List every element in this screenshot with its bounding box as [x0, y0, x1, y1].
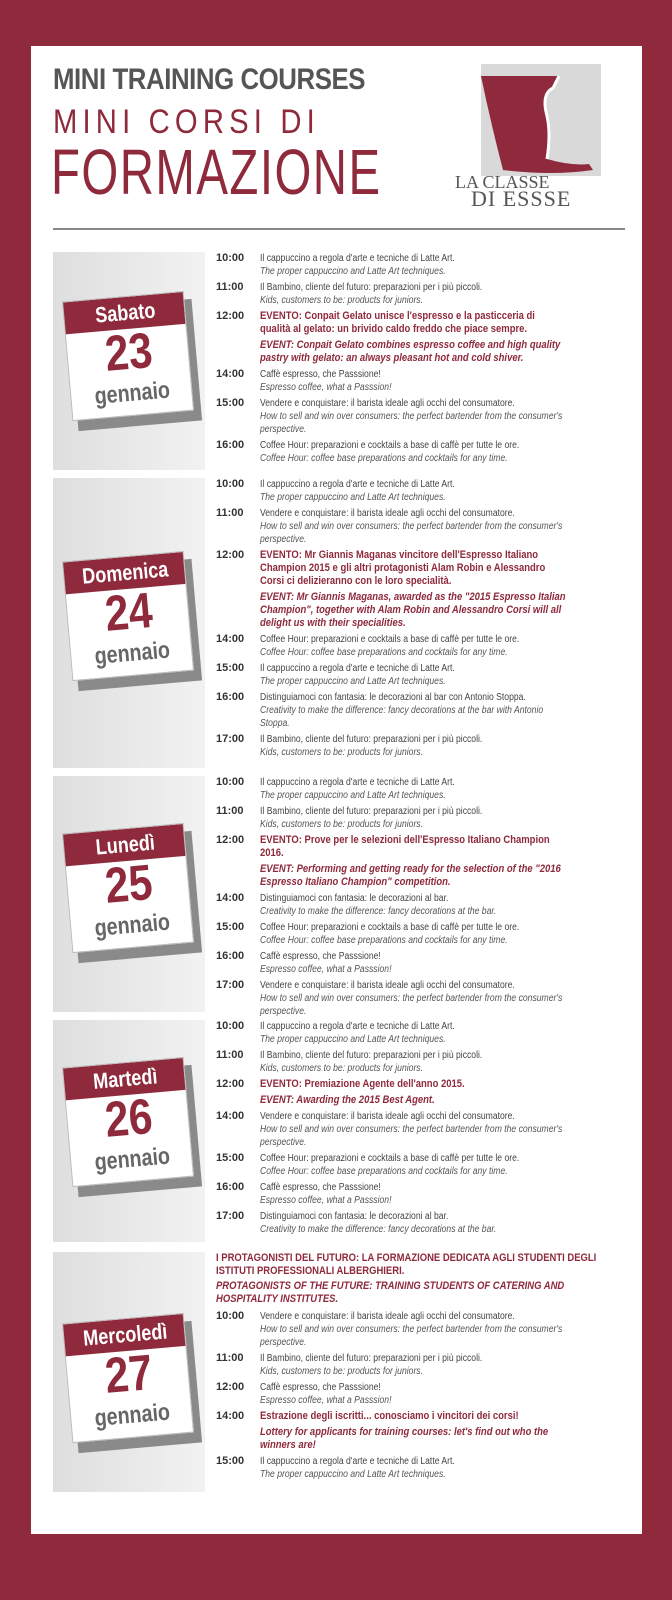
event-description [260, 892, 566, 918]
event-title-english: The proper cappuccino and Latte Art techniques. [260, 1469, 446, 1480]
event-description [260, 439, 566, 465]
event-description [260, 1181, 566, 1207]
event-title-italian: Vendere e conquistare: il barista ideale agli occhi del consumatore. [260, 980, 515, 991]
event-title-english: The proper cappuccino and Latte Art techniques. [260, 790, 446, 801]
event-title-english: Coffee Hour: coffee base preparations and cocktails for any time. [260, 1166, 508, 1177]
event-time: 10:00 [216, 1020, 245, 1032]
event-title-english: The proper cappuccino and Latte Art techniques. [260, 266, 446, 277]
event-title-italian: Caffè espresso, che Passsione! [260, 1182, 381, 1193]
event-description [260, 921, 566, 947]
event-item [216, 1049, 616, 1075]
event-description [260, 1410, 566, 1452]
day-number: 25 [102, 853, 155, 914]
event-title-italian: EVENTO: Conpait Gelato unisce l'espresso e la pasticceria di qualità al gelato: un brivido caldo freddo che piace sempre. [260, 310, 535, 335]
event-item [216, 1310, 616, 1349]
header-divider [53, 228, 625, 230]
event-description [260, 834, 566, 889]
event-title-italian: Distinguiamoci con fantasia: le decorazioni al bar. [260, 1211, 449, 1222]
intro-italian: I PROTAGONISTI DEL FUTURO: LA FORMAZIONE DEDICATA AGLI STUDENTI DEGLI ISTITUTI PROFESSIONALI ALBERGHIERI. [216, 1252, 597, 1277]
event-description [260, 1352, 566, 1378]
event-time: 11:00 [216, 1352, 244, 1364]
event-title-italian: EVENTO: Mr Giannis Maganas vincitore dell'Espresso Italiano Champion 2015 e gli altri protagonisti Alam Robin e Alessandro Corsi ci delizieranno con le loro specialità. [260, 549, 546, 587]
calendar-page [62, 551, 194, 681]
event-title-italian: Vendere e conquistare: il barista ideale agli occhi del consumatore. [260, 398, 515, 409]
header [31, 46, 642, 236]
event-title-english: Coffee Hour: coffee base preparations and cocktails for any time. [260, 453, 508, 464]
event-title-english: EVENT: Awarding the 2015 Best Agent. [260, 1094, 435, 1106]
event-description [260, 691, 566, 730]
event-description [260, 662, 566, 688]
title-italian-line1: MINI CORSI DI [53, 103, 320, 141]
event-list [216, 478, 616, 762]
event-time: 17:00 [216, 733, 245, 745]
event-title-italian: Vendere e conquistare: il barista ideale agli occhi del consumatore. [260, 1311, 515, 1322]
event-title-english: EVENT: Mr Giannis Maganas, awarded as the "2015 Espresso Italian Champion", together with Alam Robin and Alessandro Corsi will all delight us with their specialities. [260, 591, 566, 629]
day-of-week: Martedì [92, 1063, 159, 1094]
special-event-item [216, 1410, 616, 1452]
day-of-week: Mercoledì [82, 1318, 169, 1351]
event-title-english: EVENT: Conpait Gelato combines espresso coffee and high quality pastry with gelato: an always pleasant hot and cold shiver. [260, 339, 561, 364]
event-title-english: Creativity to make the difference: fancy decorations at the bar with Antonio Stoppa. [260, 705, 544, 729]
month: gennaio [93, 636, 172, 671]
event-time: 17:00 [216, 1210, 245, 1222]
event-item [216, 691, 616, 730]
event-title-english: The proper cappuccino and Latte Art techniques. [260, 676, 446, 687]
event-item [216, 733, 616, 759]
event-item [216, 1210, 616, 1236]
event-title-italian: EVENTO: Prove per le selezioni dell'Espresso Italiano Champion 2016. [260, 834, 550, 859]
special-event-item [216, 310, 616, 365]
event-title-english: How to sell and win over consumers: the perfect bartender from the consumer's perspective. [260, 411, 563, 435]
event-time: 14:00 [216, 892, 245, 904]
day-block [53, 252, 625, 470]
title-english: MINI TRAINING COURSES [53, 63, 366, 96]
event-title-italian: Il cappuccino a regola d'arte e tecniche di Latte Art. [260, 1021, 455, 1032]
event-title-english: Coffee Hour: coffee base preparations and cocktails for any time. [260, 647, 508, 658]
special-event-item [216, 1078, 616, 1107]
event-list [216, 1020, 616, 1239]
calendar-page [62, 1313, 194, 1443]
event-description [260, 979, 566, 1018]
event-title-italian: Coffee Hour: preparazioni e cocktails a base di caffè per tutte le ore. [260, 440, 520, 451]
event-title-italian: Il Bambino, cliente del futuro: preparazioni per i più piccoli. [260, 1050, 483, 1061]
title-italian-line2: FORMAZIONE [51, 136, 382, 208]
event-title-english: EVENT: Performing and getting ready for the selection of the "2016 Espresso Italiano Champion" competition. [260, 863, 561, 888]
event-time: 15:00 [216, 1455, 245, 1467]
intro-english: PROTAGONISTS OF THE FUTURE: TRAINING STUDENTS OF CATERING AND HOSPITALITY INSTITUTES. [216, 1280, 565, 1305]
event-title-italian: EVENTO: Premiazione Agente dell'anno 2015. [260, 1078, 465, 1090]
event-item [216, 633, 616, 659]
event-time: 14:00 [216, 1110, 245, 1122]
event-title-italian: Coffee Hour: preparazioni e cocktails a base di caffè per tutte le ore. [260, 634, 520, 645]
event-title-english: Kids, customers to be: products for juniors. [260, 747, 423, 758]
event-description [260, 310, 566, 365]
event-description [260, 1110, 566, 1149]
special-event-item [216, 834, 616, 889]
event-title-italian: Il Bambino, cliente del futuro: preparazioni per i più piccoli. [260, 806, 483, 817]
event-description [260, 252, 566, 278]
day-intro [216, 1252, 612, 1306]
event-time: 12:00 [216, 1381, 245, 1393]
event-description [260, 1078, 566, 1107]
day-number: 26 [102, 1087, 155, 1148]
event-item [216, 805, 616, 831]
event-item [216, 1020, 616, 1046]
event-item [216, 921, 616, 947]
event-title-english: How to sell and win over consumers: the perfect bartender from the consumer's perspective. [260, 521, 563, 545]
event-item [216, 397, 616, 436]
event-title-italian: Vendere e conquistare: il barista ideale agli occhi del consumatore. [260, 1111, 515, 1122]
event-title-italian: Caffè espresso, che Passsione! [260, 951, 381, 962]
event-time: 16:00 [216, 439, 245, 451]
event-description [260, 950, 566, 976]
calendar-icon [67, 828, 197, 958]
event-item [216, 439, 616, 465]
calendar-icon [67, 1062, 197, 1192]
event-time: 16:00 [216, 1181, 245, 1193]
event-item [216, 892, 616, 918]
event-title-italian: Coffee Hour: preparazioni e cocktails a base di caffè per tutte le ore. [260, 922, 520, 933]
event-item [216, 478, 616, 504]
event-time: 12:00 [216, 834, 245, 846]
logo-text-line2: DI ESSSE [471, 186, 572, 211]
event-list [216, 776, 616, 1021]
event-list [216, 252, 616, 468]
calendar-icon [67, 556, 197, 686]
event-title-english: Kids, customers to be: products for juniors. [260, 1366, 423, 1377]
logo-text-line1: LA CLASSE [455, 172, 550, 192]
event-item [216, 1152, 616, 1178]
event-title-italian: Distinguiamoci con fantasia: le decorazioni al bar con Antonio Stoppa. [260, 692, 526, 703]
event-time: 11:00 [216, 507, 244, 519]
event-item [216, 1181, 616, 1207]
calendar-page [62, 291, 194, 421]
event-time: 14:00 [216, 633, 245, 645]
event-description [260, 507, 566, 546]
month: gennaio [93, 908, 172, 943]
event-title-italian: Il cappuccino a regola d'arte e tecniche di Latte Art. [260, 479, 455, 490]
event-time: 12:00 [216, 1078, 245, 1090]
event-title-english: The proper cappuccino and Latte Art techniques. [260, 492, 446, 503]
event-title-italian: Il cappuccino a regola d'arte e tecniche di Latte Art. [260, 663, 455, 674]
event-item [216, 776, 616, 802]
day-number: 24 [102, 581, 155, 642]
event-time: 14:00 [216, 368, 245, 380]
event-title-italian: Il cappuccino a regola d'arte e tecniche di Latte Art. [260, 253, 455, 264]
event-description [260, 805, 566, 831]
event-title-italian: Coffee Hour: preparazioni e cocktails a base di caffè per tutte le ore. [260, 1153, 520, 1164]
event-time: 14:00 [216, 1410, 245, 1422]
special-event-item [216, 549, 616, 630]
event-description [260, 549, 566, 630]
event-title-english: Creativity to make the difference: fancy decorations at the bar. [260, 1224, 497, 1235]
event-description [260, 633, 566, 659]
day-block [53, 478, 625, 768]
event-title-italian: Il cappuccino a regola d'arte e tecniche di Latte Art. [260, 1456, 455, 1467]
event-item [216, 507, 616, 546]
event-list [216, 1252, 616, 1484]
event-description [260, 1310, 566, 1349]
day-block [53, 1020, 625, 1242]
event-item [216, 1381, 616, 1407]
poster [31, 46, 642, 1534]
event-time: 15:00 [216, 662, 245, 674]
event-description [260, 1020, 566, 1046]
calendar-icon [67, 1318, 197, 1448]
event-time: 15:00 [216, 1152, 245, 1164]
event-description [260, 1049, 566, 1075]
event-time: 12:00 [216, 310, 245, 322]
event-title-italian: Il Bambino, cliente del futuro: preparazioni per i più piccoli. [260, 1353, 483, 1364]
event-item [216, 1110, 616, 1149]
event-title-english: How to sell and win over consumers: the perfect bartender from the consumer's perspective. [260, 1124, 563, 1148]
calendar-icon [67, 296, 197, 426]
event-item [216, 281, 616, 307]
event-time: 10:00 [216, 478, 245, 490]
event-time: 11:00 [216, 281, 244, 293]
event-title-english: How to sell and win over consumers: the perfect bartender from the consumer's perspective. [260, 1324, 563, 1348]
event-time: 15:00 [216, 921, 245, 933]
event-time: 11:00 [216, 1049, 244, 1061]
event-description [260, 1381, 566, 1407]
event-title-italian: Distinguiamoci con fantasia: le decorazioni al bar. [260, 893, 449, 904]
event-title-english: Espresso coffee, what a Passsion! [260, 1395, 392, 1406]
calendar-page [62, 1057, 194, 1187]
event-title-italian: Estrazione degli iscritti... conosciamo i vincitori dei corsi! [260, 1410, 519, 1422]
event-item [216, 252, 616, 278]
event-time: 10:00 [216, 252, 245, 264]
event-time: 12:00 [216, 549, 245, 561]
event-description [260, 281, 566, 307]
month: gennaio [93, 1142, 172, 1177]
event-item [216, 662, 616, 688]
event-title-italian: Caffè espresso, che Passsione! [260, 1382, 381, 1393]
event-item [216, 950, 616, 976]
day-number: 23 [102, 321, 155, 382]
event-title-english: Espresso coffee, what a Passsion! [260, 964, 392, 975]
event-item [216, 368, 616, 394]
event-title-english: Kids, customers to be: products for juniors. [260, 295, 423, 306]
event-description [260, 1455, 566, 1481]
event-title-italian: Vendere e conquistare: il barista ideale agli occhi del consumatore. [260, 508, 515, 519]
event-description [260, 368, 566, 394]
event-title-english: How to sell and win over consumers: the perfect bartender from the consumer's perspective. [260, 993, 563, 1017]
event-description [260, 1210, 566, 1236]
event-time: 10:00 [216, 776, 245, 788]
cup-logo-icon [481, 64, 601, 176]
event-title-italian: Il Bambino, cliente del futuro: preparazioni per i più piccoli. [260, 734, 483, 745]
event-description [260, 478, 566, 504]
event-time: 15:00 [216, 397, 245, 409]
day-of-week: Domenica [81, 556, 170, 589]
event-title-english: Espresso coffee, what a Passsion! [260, 382, 392, 393]
event-time: 16:00 [216, 950, 245, 962]
event-description [260, 397, 566, 436]
day-number: 27 [102, 1343, 155, 1404]
event-title-italian: Caffè espresso, che Passsione! [260, 369, 381, 380]
event-time: 16:00 [216, 691, 245, 703]
month: gennaio [93, 1398, 172, 1433]
event-title-italian: Il cappuccino a regola d'arte e tecniche di Latte Art. [260, 777, 455, 788]
day-of-week: Sabato [94, 297, 157, 328]
event-title-english: Kids, customers to be: products for juniors. [260, 819, 423, 830]
event-item [216, 979, 616, 1018]
day-of-week: Lunedì [94, 829, 156, 860]
event-title-english: The proper cappuccino and Latte Art techniques. [260, 1034, 446, 1045]
event-time: 10:00 [216, 1310, 245, 1322]
day-block [53, 776, 625, 1017]
event-title-english: Lottery for applicants for training courses: let's find out who the winners are! [260, 1426, 549, 1451]
event-title-english: Kids, customers to be: products for juniors. [260, 1063, 423, 1074]
logo [451, 64, 621, 214]
calendar-page [62, 823, 194, 953]
event-title-english: Espresso coffee, what a Passsion! [260, 1195, 392, 1206]
event-title-english: Creativity to make the difference: fancy decorations at the bar. [260, 906, 497, 917]
event-title-italian: Il Bambino, cliente del futuro: preparazioni per i più piccoli. [260, 282, 483, 293]
event-title-english: Coffee Hour: coffee base preparations and cocktails for any time. [260, 935, 508, 946]
event-time: 11:00 [216, 805, 244, 817]
month: gennaio [93, 376, 172, 411]
event-description [260, 733, 566, 759]
event-time: 17:00 [216, 979, 245, 991]
event-description [260, 776, 566, 802]
event-description [260, 1152, 566, 1178]
day-block [53, 1252, 625, 1492]
event-item [216, 1455, 616, 1481]
event-item [216, 1352, 616, 1378]
